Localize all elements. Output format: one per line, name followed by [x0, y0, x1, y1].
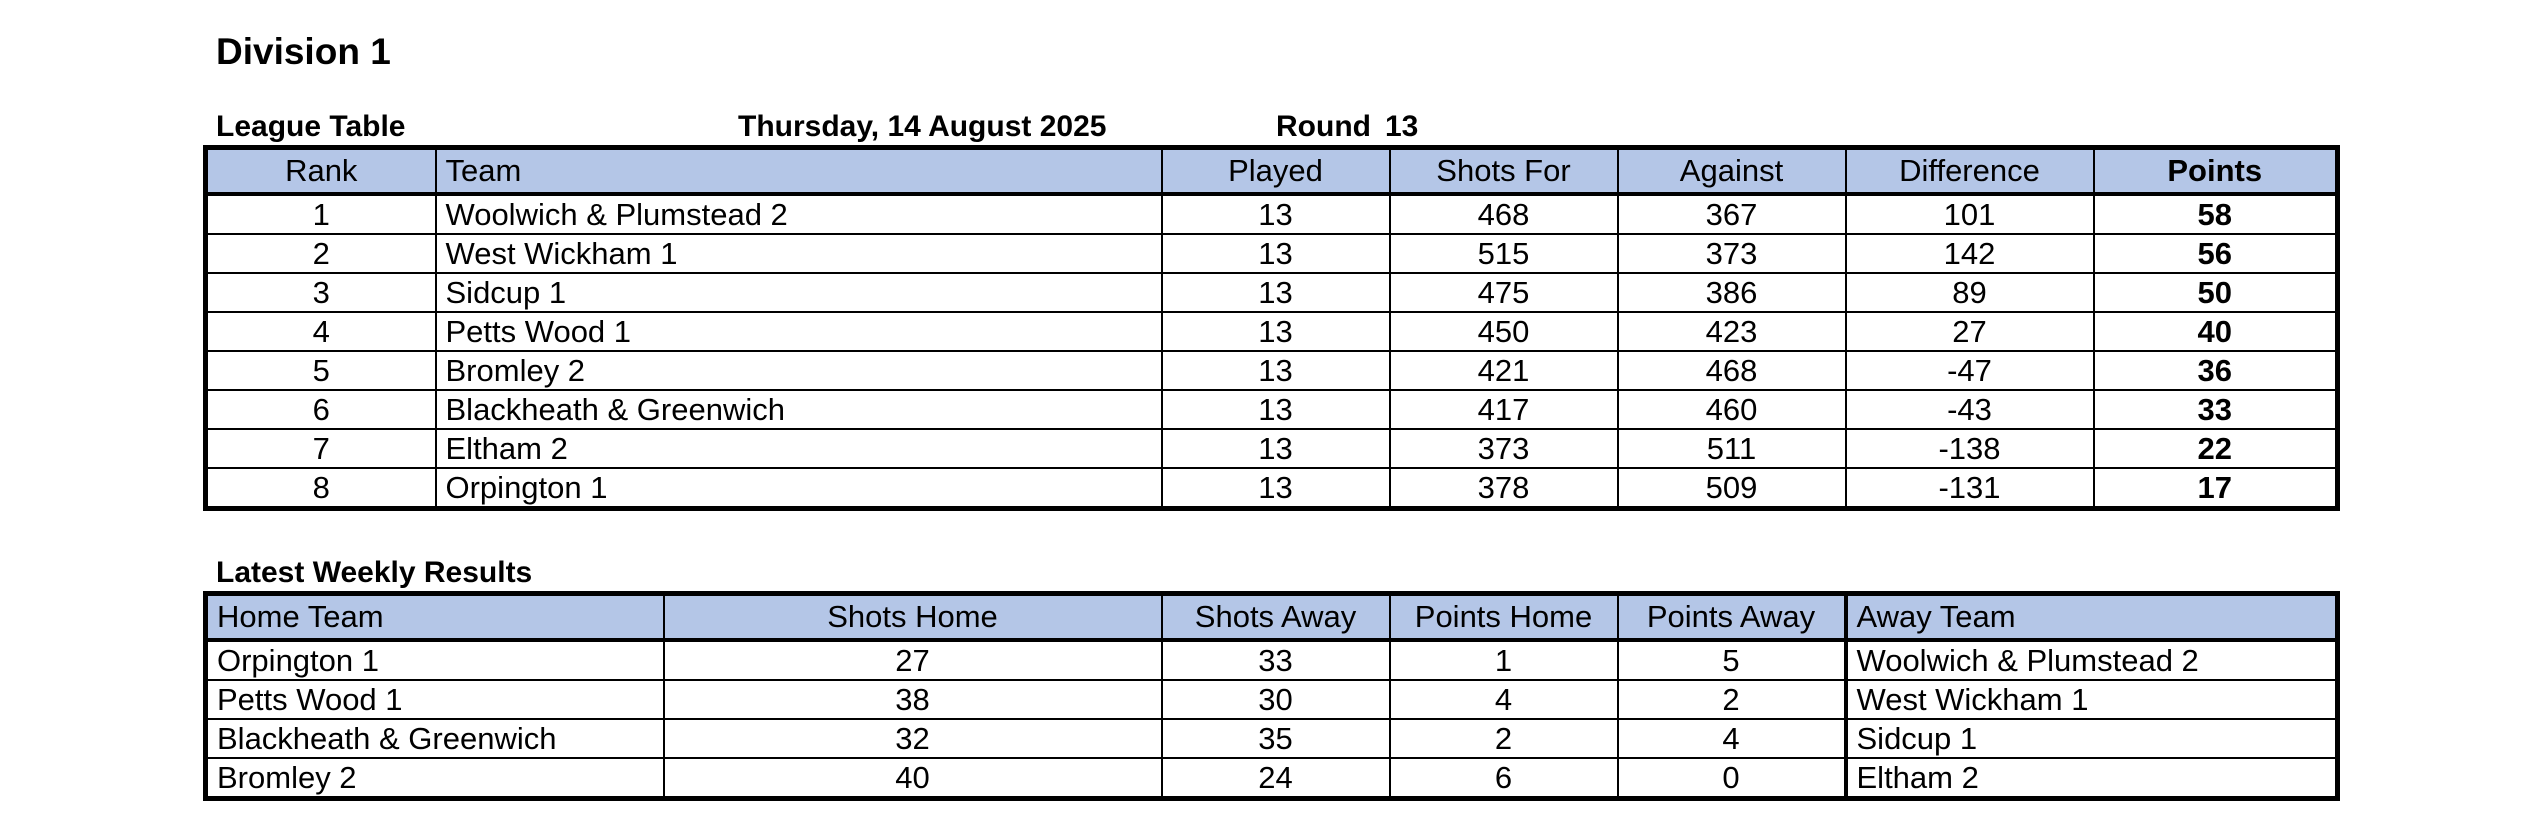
points-away-cell: 2: [1618, 680, 1846, 719]
column-header-against: Against: [1618, 148, 1846, 195]
column-header-team: Team: [436, 148, 1162, 195]
table-row: [206, 351, 2338, 390]
shots-home-cell: 40: [664, 758, 1162, 799]
points-cell: 36: [2094, 351, 2338, 390]
difference-cell: 142: [1846, 234, 2094, 273]
round-label: Round: [1276, 110, 1371, 143]
shots-for-cell: 450: [1390, 312, 1618, 351]
home-team-cell: Bromley 2: [206, 758, 664, 799]
column-header-points: Points: [2094, 148, 2338, 195]
points-home-cell: 4: [1390, 680, 1618, 719]
rank-cell: 1: [206, 194, 436, 234]
results-table: [203, 591, 2340, 801]
table-row: [206, 640, 2338, 680]
shots-for-cell: 475: [1390, 273, 1618, 312]
played-cell: 13: [1162, 312, 1390, 351]
rank-cell: 3: [206, 273, 436, 312]
column-header-away-team: Away Team: [1846, 594, 2338, 641]
home-team-cell: Blackheath & Greenwich: [206, 719, 664, 758]
rank-cell: 7: [206, 429, 436, 468]
shots-away-cell: 35: [1162, 719, 1390, 758]
points-cell: 58: [2094, 194, 2338, 234]
played-cell: 13: [1162, 351, 1390, 390]
column-header-points-away: Points Away: [1618, 594, 1846, 641]
shots-away-cell: 30: [1162, 680, 1390, 719]
table-row: [206, 234, 2338, 273]
away-team-cell: West Wickham 1: [1846, 680, 2338, 719]
against-cell: 509: [1618, 468, 1846, 509]
shots-for-cell: 417: [1390, 390, 1618, 429]
against-cell: 511: [1618, 429, 1846, 468]
shots-home-cell: 27: [664, 640, 1162, 680]
team-cell: Bromley 2: [436, 351, 1162, 390]
points-cell: 56: [2094, 234, 2338, 273]
difference-cell: -47: [1846, 351, 2094, 390]
team-cell: Woolwich & Plumstead 2: [436, 194, 1162, 234]
difference-cell: 101: [1846, 194, 2094, 234]
against-cell: 386: [1618, 273, 1846, 312]
column-header-shots-home: Shots Home: [664, 594, 1162, 641]
team-cell: Sidcup 1: [436, 273, 1162, 312]
shots-home-cell: 32: [664, 719, 1162, 758]
points-cell: 33: [2094, 390, 2338, 429]
points-cell: 40: [2094, 312, 2338, 351]
difference-cell: -43: [1846, 390, 2094, 429]
table-row: [206, 312, 2338, 351]
team-cell: Blackheath & Greenwich: [436, 390, 1162, 429]
column-header-difference: Difference: [1846, 148, 2094, 195]
shots-for-cell: 468: [1390, 194, 1618, 234]
away-team-cell: Eltham 2: [1846, 758, 2338, 799]
against-cell: 367: [1618, 194, 1846, 234]
column-header-home-team: Home Team: [206, 594, 664, 641]
points-away-cell: 0: [1618, 758, 1846, 799]
column-header-points-home: Points Home: [1390, 594, 1618, 641]
rank-cell: 8: [206, 468, 436, 509]
team-cell: Orpington 1: [436, 468, 1162, 509]
points-away-cell: 4: [1618, 719, 1846, 758]
table-row: [206, 273, 2338, 312]
table-row: [206, 194, 2338, 234]
table-row: [206, 390, 2338, 429]
rank-cell: 6: [206, 390, 436, 429]
points-cell: 50: [2094, 273, 2338, 312]
points-home-cell: 2: [1390, 719, 1618, 758]
away-team-cell: Woolwich & Plumstead 2: [1846, 640, 2338, 680]
column-header-shots-away: Shots Away: [1162, 594, 1390, 641]
against-cell: 460: [1618, 390, 1846, 429]
played-cell: 13: [1162, 234, 1390, 273]
shots-away-cell: 24: [1162, 758, 1390, 799]
column-header-rank: Rank: [206, 148, 436, 195]
played-cell: 13: [1162, 390, 1390, 429]
points-away-cell: 5: [1618, 640, 1846, 680]
played-cell: 13: [1162, 468, 1390, 509]
table-row: [206, 429, 2338, 468]
division-title: Division 1: [216, 31, 391, 72]
league-date: Thursday, 14 August 2025: [738, 110, 1107, 143]
shots-for-cell: 421: [1390, 351, 1618, 390]
difference-cell: 27: [1846, 312, 2094, 351]
team-cell: Eltham 2: [436, 429, 1162, 468]
rank-cell: 4: [206, 312, 436, 351]
table-row: [206, 680, 2338, 719]
shots-for-cell: 378: [1390, 468, 1618, 509]
team-cell: West Wickham 1: [436, 234, 1162, 273]
against-cell: 423: [1618, 312, 1846, 351]
played-cell: 13: [1162, 429, 1390, 468]
column-header-played: Played: [1162, 148, 1390, 195]
away-team-cell: Sidcup 1: [1846, 719, 2338, 758]
shots-home-cell: 38: [664, 680, 1162, 719]
results-table-body: [206, 640, 2338, 799]
difference-cell: 89: [1846, 273, 2094, 312]
team-cell: Petts Wood 1: [436, 312, 1162, 351]
difference-cell: -138: [1846, 429, 2094, 468]
against-cell: 468: [1618, 351, 1846, 390]
played-cell: 13: [1162, 273, 1390, 312]
league-table-body: [206, 194, 2338, 509]
home-team-cell: Petts Wood 1: [206, 680, 664, 719]
league-table: [203, 145, 2340, 511]
points-cell: 17: [2094, 468, 2338, 509]
played-cell: 13: [1162, 194, 1390, 234]
table-row: [206, 719, 2338, 758]
league-table-label: League Table: [216, 110, 406, 143]
rank-cell: 5: [206, 351, 436, 390]
league-header-row: [206, 148, 2338, 195]
home-team-cell: Orpington 1: [206, 640, 664, 680]
latest-results-label: Latest Weekly Results: [216, 556, 533, 589]
table-row: [206, 468, 2338, 509]
shots-away-cell: 33: [1162, 640, 1390, 680]
column-header-shots-for: Shots For: [1390, 148, 1618, 195]
round-number: 13: [1384, 110, 1419, 143]
against-cell: 373: [1618, 234, 1846, 273]
points-cell: 22: [2094, 429, 2338, 468]
difference-cell: -131: [1846, 468, 2094, 509]
table-row: [206, 758, 2338, 799]
round-indicator: [1276, 107, 1418, 147]
points-home-cell: 1: [1390, 640, 1618, 680]
shots-for-cell: 515: [1390, 234, 1618, 273]
points-home-cell: 6: [1390, 758, 1618, 799]
results-header-row: [206, 594, 2338, 641]
rank-cell: 2: [206, 234, 436, 273]
shots-for-cell: 373: [1390, 429, 1618, 468]
